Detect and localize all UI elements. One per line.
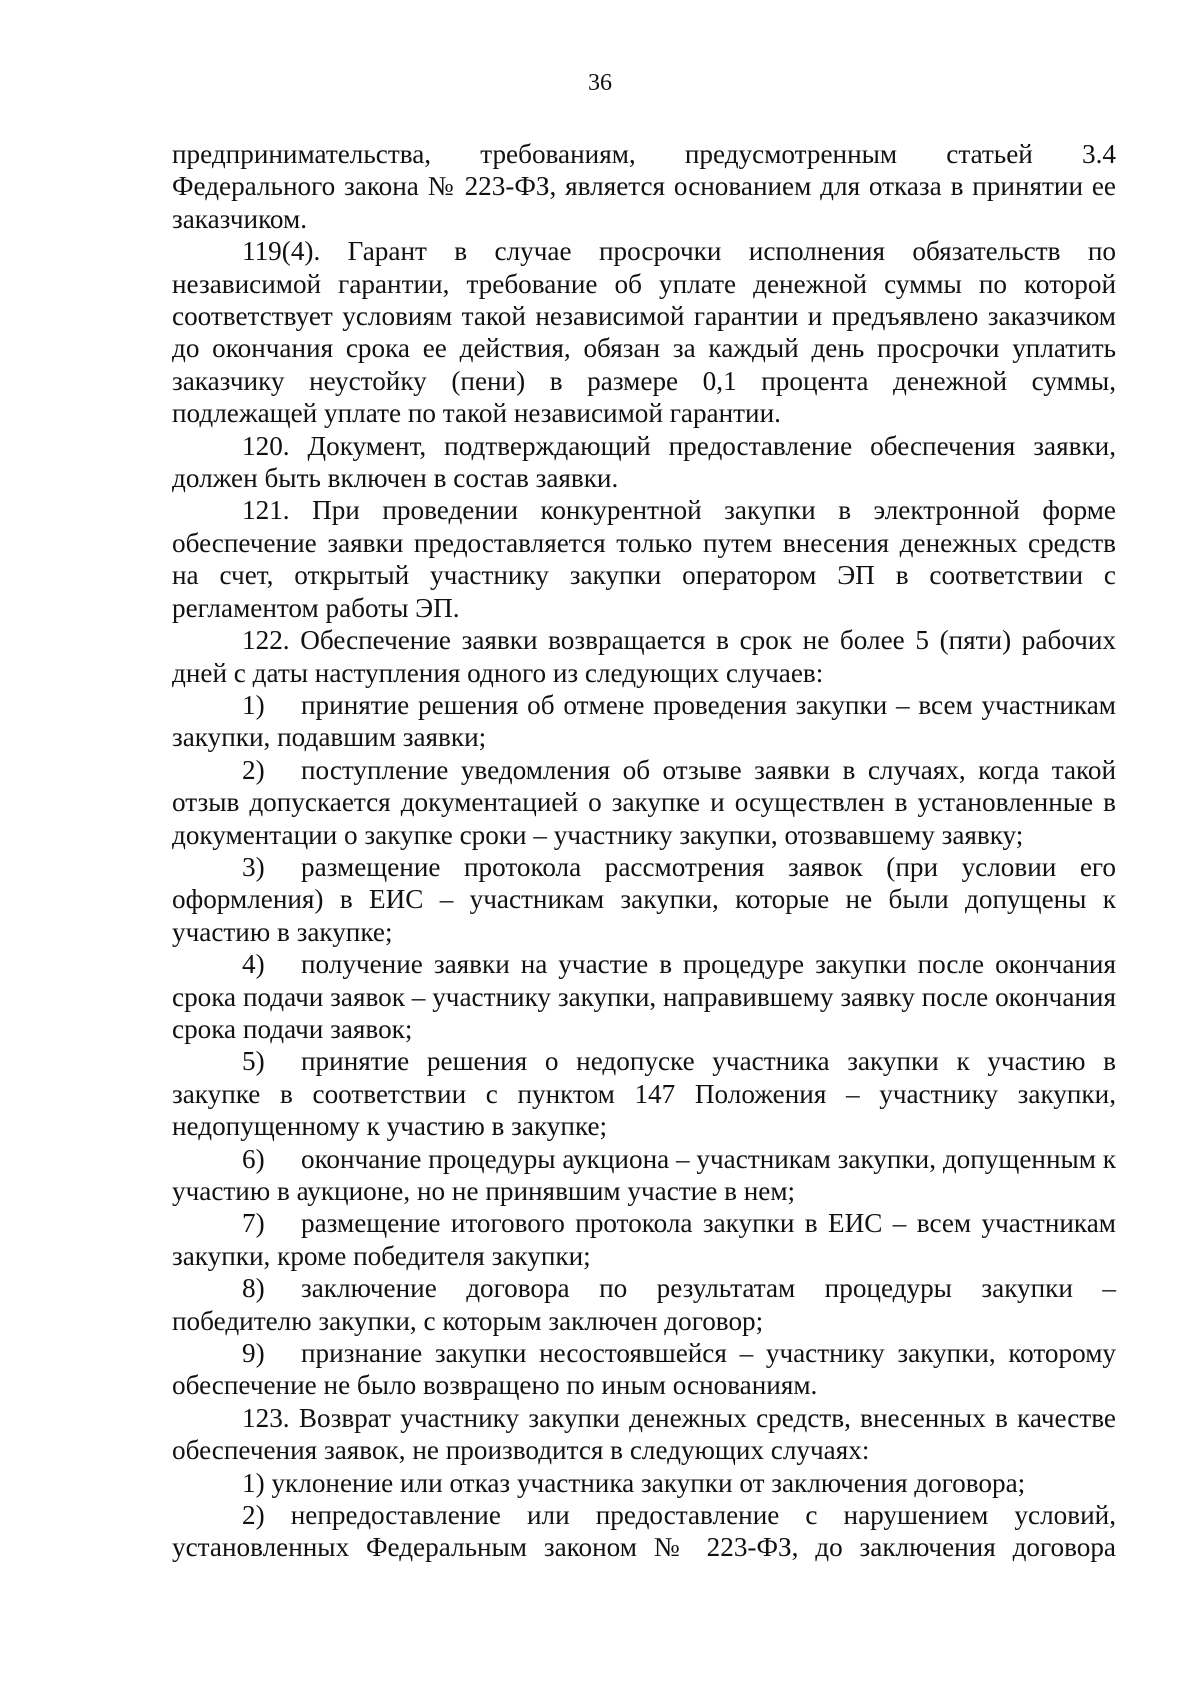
list-item-1: [172, 689, 1116, 754]
list-item-text: получение заявки на участие в процедуре закупки после окончания срока подачи заявок – участнику закупки, направившему заявку после окончания срока подачи заявок;: [172, 949, 1116, 1044]
list-item-text: признание закупки несостоявшейся – участнику закупки, которому обеспечение не было возвращено по иным основаниям.: [172, 1338, 1116, 1401]
list-item-number: 9): [242, 1338, 265, 1369]
list-item-number: 2): [242, 754, 265, 785]
list-item-text: окончание процедуры аукциона – участникам закупки, допущенным к участию в аукционе, но не принявшим участие в нем;: [172, 1143, 1116, 1206]
paragraph-121: 121. При проведении конкурентной закупки в электронной форме обеспечение заявки предоставляется только путем внесения денежных средств на счет, открытый участнику закупки оператором ЭП в соответствии с регламентом работы ЭП.: [172, 495, 1116, 623]
paragraph-123-item-1: 1) уклонение или отказ участника закупки от заключения договора;: [242, 1467, 1026, 1498]
list-item-text: размещение протокола рассмотрения заявок (при условии его оформления) в ЕИС – участникам закупки, которые не были допущены к участию в закупке;: [172, 851, 1116, 947]
list-item-5: [172, 1045, 1116, 1142]
paragraph-123-item-2: 2) непредоставление или предоставление с нарушением условий, установленных Федеральным законом № 223-ФЗ, до заключения договора: [172, 1500, 1116, 1563]
list-item-6: [172, 1143, 1116, 1208]
list-item-text: заключение договора по результатам процедуры закупки – победителю закупки, с которым заключен договор;: [172, 1273, 1116, 1336]
document-body: [172, 138, 1116, 1564]
list-item-2: [172, 754, 1116, 851]
list-item-text: размещение итогового протокола закупки в ЕИС – всем участникам закупки, кроме победителя закупки;: [172, 1208, 1116, 1271]
list-item-4: [172, 948, 1116, 1045]
paragraph-120: 120. Документ, подтверждающий предоставление обеспечения заявки, должен быть включен в состав заявки.: [172, 430, 1116, 494]
list-item-number: 8): [242, 1273, 265, 1304]
list-item-9: [172, 1337, 1116, 1402]
list-item-text: принятие решения об отмене проведения закупки – всем участникам закупки, подавшим заявки;: [172, 689, 1116, 753]
list-item-number: 1): [242, 689, 265, 720]
list-item-number: 6): [242, 1143, 265, 1174]
list-item-7: [172, 1207, 1116, 1272]
list-item-number: 4): [242, 949, 265, 980]
paragraph-119-4: 119(4). Гарант в случае просрочки исполнения обязательств по независимой гарантии, требование об уплате денежной суммы по которой соответствует условиям такой независимой гарантии и предъявлено заказчиком до окончания срока ее действия, обязан за каждый день просрочки уплатить заказчику неустойку (пени) в размере 0,1 процента денежной суммы, подлежащей уплате по такой независимой гарантии.: [172, 236, 1116, 429]
paragraph-122: 122. Обеспечение заявки возвращается в срок не более 5 (пяти) рабочих дней с даты наступления одного из следующих случаев:: [172, 625, 1116, 688]
list-item-3: [172, 851, 1116, 948]
list-item-8: [172, 1272, 1116, 1337]
list-item-text: поступление уведомления об отзыве заявки в случаях, когда такой отзыв допускается документацией о закупке и осуществлен в установленные в документации о закупке сроки – участнику закупки, отозвавшему заявку;: [172, 754, 1116, 850]
list-item-number: 3): [242, 851, 265, 882]
paragraph-123: 123. Возврат участнику закупки денежных средств, внесенных в качестве обеспечения заявок, не производится в следующих случаях:: [172, 1402, 1116, 1466]
page-number: 36: [588, 70, 612, 96]
list-item-number: 5): [242, 1046, 265, 1077]
list-item-number: 7): [242, 1208, 265, 1239]
paragraph-continuation: предпринимательства, требованиям, предусмотренным статьей 3.4 Федерального закона № 223-ФЗ, является основанием для отказа в принятии ее заказчиком.: [172, 139, 1116, 234]
list-item-text: принятие решения о недопуске участника закупки к участию в закупке в соответствии с пунктом 147 Положения – участнику закупки, недопущенному к участию в закупке;: [172, 1046, 1116, 1142]
